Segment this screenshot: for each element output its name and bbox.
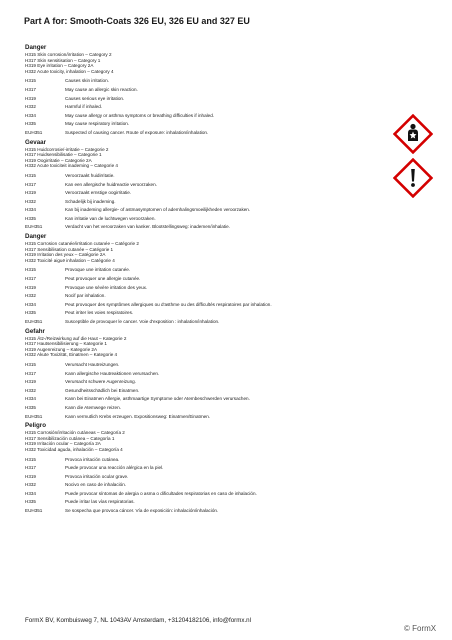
hazard-class: H317 Sensibilización cutánea – Categoría 1 [25, 435, 115, 441]
statement-text: Suspected of causing cancer. Route of exposure: inhalation/inhalation. [65, 129, 209, 135]
hazard-statement [25, 456, 425, 465]
statement-text: May cause respiratory irritation. [65, 121, 130, 127]
statement-code: H335 [25, 121, 36, 127]
statement-text: Peut provoquer des symptômes allergiques ou d'asthme ou des difficultés respiratoires par inhalation. [65, 301, 272, 307]
statement-code: H315 [25, 78, 36, 84]
hazard-statement [25, 498, 425, 507]
hazard-class: H332 Acute toxiciteit inademing – Categorie 4 [25, 163, 118, 169]
hazard-statement [25, 77, 425, 86]
statement-code: EUH351 [25, 129, 43, 135]
statement-code: EUH351 [25, 413, 43, 419]
statement-text: Puede provocar una reacción alérgica en la piel. [65, 465, 164, 471]
statement-code: EUH351 [25, 508, 43, 514]
hazard-statement [25, 172, 425, 181]
statement-code: H335 [25, 499, 36, 505]
hazard-statement [25, 112, 425, 121]
hazard-class: H319 Augenreizung – Kategorie 2A [25, 346, 98, 352]
statement-code: H319 [25, 473, 36, 479]
statement-text: Kann bei Einatmen Allergie, asthmaartige Symptome oder Atembeschwerden verursachen. [65, 396, 250, 402]
hazard-statement [25, 181, 425, 190]
statement-code: H319 [25, 190, 36, 196]
statement-code: H334 [25, 301, 36, 307]
statement-text: Susceptible de provoquer le cancer. Voie d'exposition : inhalation/inhalation. [65, 319, 220, 324]
hazard-sections [25, 43, 425, 516]
footer-contact: FormX BV, Kombuisweg 7, NL 1043AV Amsterdam, +31204182106, info@formx.nl [25, 617, 251, 624]
hazard-statement [25, 198, 425, 207]
statement-code: H319 [25, 379, 36, 385]
statement-text: Puede irritar las vías respiratorias. [65, 499, 135, 505]
hazard-section [25, 327, 425, 422]
signal-word: Gefahr [25, 327, 45, 335]
statement-text: Nocivo en caso de inhalación. [65, 482, 127, 488]
statement-code: H332 [25, 293, 36, 299]
statement-code: H315 [25, 172, 36, 178]
statement-text: Kann allergische Hautreaktionen verursachen. [65, 370, 160, 376]
hazard-statement [25, 318, 425, 327]
statement-text: Provoca irritación cutánea. [65, 456, 120, 462]
statement-text: Peut provoquer une allergie cutanée. [65, 276, 141, 282]
hazard-class: H319 Oogirritatie – Categorie 2A [25, 157, 92, 163]
hazard-class: H317 Sensibilisation cutanée – Catégorie 1 [25, 246, 114, 252]
hazard-statement [25, 387, 425, 396]
hazard-class: H317 Hautsensibilisierung – Kategorie 1 [25, 341, 107, 347]
signal-word: Peligro [25, 422, 46, 430]
statement-code: H335 [25, 310, 36, 316]
statement-text: Provoque une irritation cutanée. [65, 267, 131, 273]
statement-text: Harmful if inhaled. [65, 104, 103, 110]
signal-word: Gevaar [25, 138, 46, 146]
hazard-class: H315 Corrosion cutanée/irritation cutanée – Catégorie 2 [25, 241, 139, 247]
hazard-statement [25, 206, 425, 215]
hazard-statement [25, 129, 425, 138]
statement-code: EUH351 [25, 319, 43, 324]
brand-mark: © FormX [404, 624, 437, 633]
hazard-class: H332 Acute toxicity, inhalation – Category 4 [25, 68, 114, 74]
statement-text: Kan een allergische huidreactie veroorzaken. [65, 181, 157, 187]
hazard-statement [25, 473, 425, 482]
hazard-class: H319 Irritation des yeux – Catégorie 2A [25, 252, 106, 258]
hazard-class: H317 Huidsensibilisatie – Categorie 1 [25, 152, 102, 158]
statement-text: Se sospecha que provoca cáncer. Vía de exposición: inhalación/inhalación. [65, 508, 219, 514]
statement-code: H334 [25, 490, 36, 496]
hazard-class: H332 Toxicidad aguda, inhalación – Categoría 4 [25, 446, 123, 452]
statement-text: Nocif par inhalation. [65, 293, 106, 299]
statement-text: Verursacht schwere Augenreizung. [65, 379, 136, 385]
statement-code: H335 [25, 404, 36, 410]
ghs-pictograms [393, 114, 437, 202]
hazard-class: H315 Corrosión/irritación cutáneas – Categoría 2 [25, 430, 125, 436]
statement-code: H332 [25, 482, 36, 488]
signal-word: Danger [25, 233, 47, 241]
statement-code: H332 [25, 198, 36, 204]
statement-code: H319 [25, 284, 36, 290]
hazard-statement [25, 301, 425, 310]
statement-text: Veroorzaakt huidirritatie. [65, 172, 115, 178]
statement-text: Causes serious eye irritation. [65, 95, 125, 101]
hazard-statement [25, 223, 425, 232]
statement-code: EUH351 [25, 224, 43, 230]
statement-text: Provoca irritación ocular grave. [65, 473, 129, 479]
hazard-class: H315 Skin corrosion/irritation – Category 2 [25, 52, 112, 57]
statement-code: H315 [25, 456, 36, 462]
hazard-statement [25, 309, 425, 318]
hazard-statement [25, 95, 425, 104]
statement-text: Puede provocar síntomas de alergia o asma o dificultades respiratorias en caso de inhalación. [65, 490, 257, 496]
hazard-class: H319 Irritación ocular – Categoría 2A [25, 441, 101, 447]
statement-code: H334 [25, 207, 36, 213]
hazard-statement [25, 86, 425, 95]
hazard-statement [25, 464, 425, 473]
hazard-statement [25, 481, 425, 490]
hazard-statement [25, 361, 425, 370]
statement-code: H317 [25, 276, 36, 282]
statement-code: H334 [25, 112, 36, 118]
hazard-class: H315 Ätz-/Reizwirkung auf die Haut – Kategorie 2 [25, 335, 127, 341]
hazard-statement [25, 215, 425, 224]
hazard-statement [25, 103, 425, 112]
statement-text: Veroorzaakt ernstige oogirritatie. [65, 190, 132, 196]
statement-text: Provoque une sévère irritation des yeux. [65, 284, 148, 290]
hazard-statement [25, 404, 425, 413]
hazard-statement [25, 395, 425, 404]
hazard-statement [25, 189, 425, 198]
hazard-class: H332 Toxicité aiguë inhalation – Catégorie 4 [25, 257, 115, 263]
hazard-statement [25, 284, 425, 293]
hazard-statement [25, 413, 425, 422]
statement-code: H317 [25, 181, 36, 187]
hazard-section [25, 43, 425, 138]
statement-code: H332 [25, 104, 36, 110]
health-hazard-icon [393, 114, 433, 154]
statement-code: H315 [25, 267, 36, 273]
statement-text: Causes skin irritation. [65, 78, 109, 84]
statement-text: Kan irritatie van de luchtwegen veroorzaken. [65, 215, 156, 221]
statement-text: Verursacht Hautreizungen. [65, 361, 120, 367]
statement-text: Kan bij inademing allergie- of astmasymptomen of ademhalingsmoeilijkheden veroorzaken. [65, 207, 251, 213]
hazard-class: H317 Skin sensitisation – Category 1 [25, 57, 101, 63]
statement-code: H317 [25, 370, 36, 376]
document-title: Part A for: Smooth-Coats 326 EU, 326 EU and 327 EU [24, 16, 250, 26]
hazard-statement [25, 490, 425, 499]
statement-code: H317 [25, 86, 36, 92]
statement-code: H315 [25, 361, 36, 367]
hazard-statement [25, 120, 425, 129]
statement-text: May cause allergy or asthma symptoms or breathing difficulties if inhaled. [65, 112, 215, 118]
hazard-statement [25, 378, 425, 387]
statement-code: H335 [25, 215, 36, 221]
hazard-section [25, 421, 425, 516]
hazard-class: H332 Akute Toxizität, Einatmen – Kategorie 4 [25, 352, 118, 358]
statement-code: H319 [25, 95, 36, 101]
statement-text: Peut irriter les voies respiratoires. [65, 310, 134, 316]
hazard-class: H319 Eye irritation – Category 2A [25, 63, 94, 69]
hazard-class: H315 Huidcorrosie/-irritatie – Categorie 2 [25, 146, 109, 152]
hazard-section [25, 232, 425, 327]
hazard-statement [25, 292, 425, 301]
hazard-statement [25, 275, 425, 284]
hazard-section [25, 138, 425, 233]
statement-text: Kann die Atemwege reizen. [65, 404, 121, 410]
exclamation-mark-icon [393, 158, 433, 198]
hazard-statement [25, 370, 425, 379]
statement-text: Verdacht van het veroorzaken van kanker. Blootstellingsweg: inademen/inhalatie. [65, 224, 230, 230]
statement-code: H317 [25, 465, 36, 471]
hazard-statement [25, 266, 425, 275]
statement-text: May cause an allergic skin reaction. [65, 86, 138, 92]
statement-text: Gesundheitsschädlich bei Einatmen. [65, 387, 140, 393]
statement-text: Kann vermutlich Krebs erzeugen. Expositionsweg: Einatmen/Einatmen. [65, 413, 211, 419]
statement-code: H334 [25, 396, 36, 402]
statement-text: Schadelijk bij inademing. [65, 198, 116, 204]
hazard-statement [25, 507, 425, 516]
statement-code: H332 [25, 387, 36, 393]
signal-word: Danger [25, 44, 47, 51]
